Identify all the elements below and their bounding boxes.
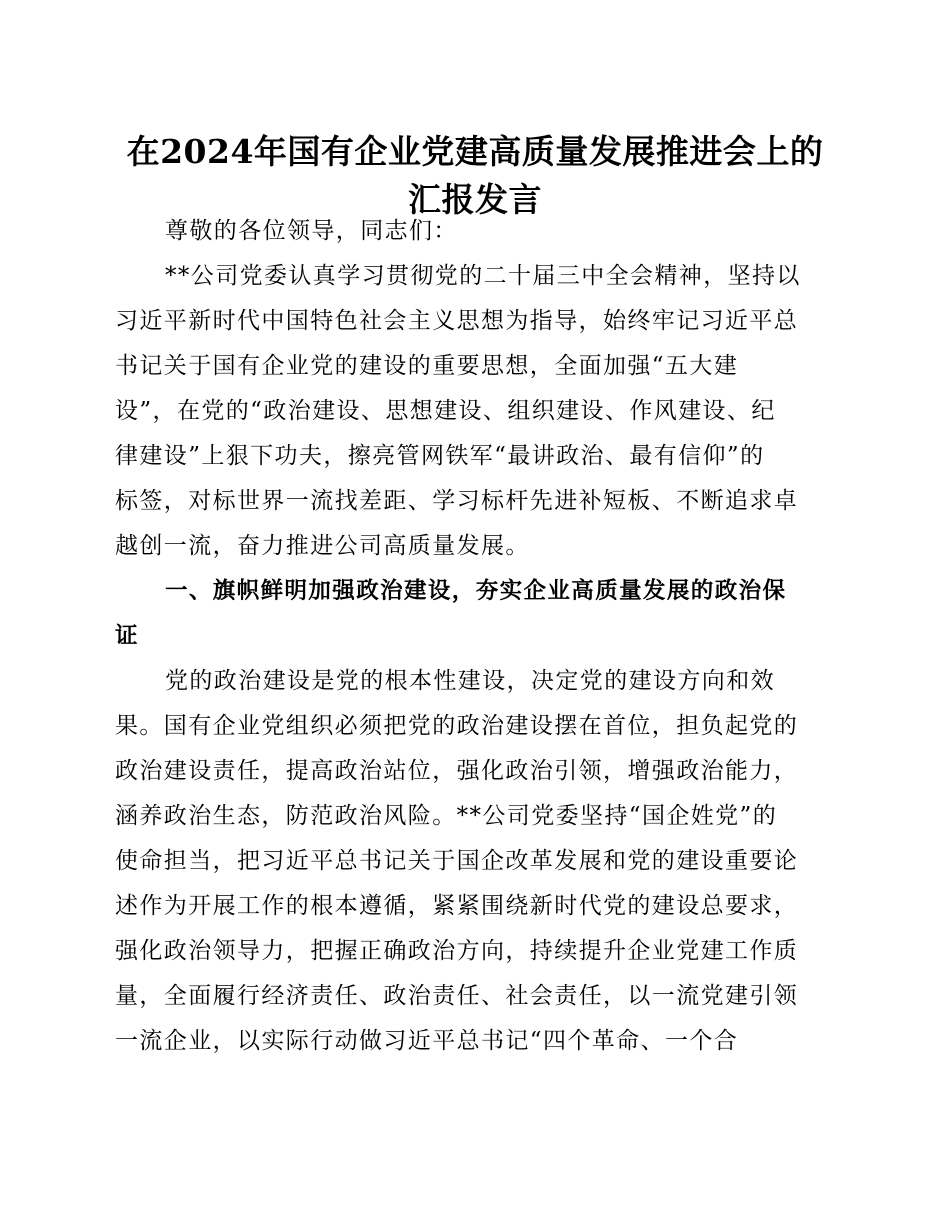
paragraph-line: 果。国有企业党组织必须把党的政治建设摆在首位，担负起党的 [115, 713, 799, 739]
paragraph-line: 涵养政治生态，防范政治风险。**公司党委坚持“国企姓党”的 [115, 803, 778, 829]
document-body [115, 209, 815, 1064]
section-heading-line: 一、旗帜鲜明加强政治建设，夯实企业高质量发展的政治保 [165, 578, 787, 604]
intro-paragraph [115, 254, 815, 569]
paragraph-line: 习近平新时代中国特色社会主义思想为指导，始终牢记习近平总 [115, 308, 799, 334]
title-line-1: 在2024年国有企业党建高质量发展推进会上的 [126, 132, 824, 171]
paragraph-line: 使命担当，把习近平总书记关于国企改革发展和党的建设重要论 [115, 848, 799, 874]
section-heading-line: 证 [115, 623, 139, 649]
greeting: 尊敬的各位领导，同志们： [165, 218, 458, 244]
section-1-paragraph [115, 659, 815, 1064]
paragraph-line: 书记关于国有企业党的建设的重要思想，全面加强“五大建 [115, 353, 739, 379]
paragraph-line: 党的政治建设是党的根本性建设，决定党的建设方向和效 [165, 668, 775, 694]
paragraph-line: 越创一流，奋力推进公司高质量发展。 [115, 533, 530, 559]
paragraph-line: 政治建设责任，提高政治站位，强化政治引领，增强政治能力， [115, 758, 799, 784]
title-line-2: 汇报发言 [408, 180, 542, 219]
paragraph-line: 律建设”上狠下功夫，擦亮管网铁军“最讲政治、最有信仰”的 [115, 443, 765, 469]
paragraph-line: 一流企业，以实际行动做习近平总书记“四个革命、一个合 [115, 1028, 739, 1054]
paragraph-line: **公司党委认真学习贯彻党的二十届三中全会精神，坚持以 [165, 263, 801, 289]
paragraph-line: 量，全面履行经济责任、政治责任、社会责任，以一流党建引领 [115, 983, 799, 1009]
paragraph-line: 标签，对标世界一流找差距、学习标杆先进补短板、不断追求卓 [115, 488, 799, 514]
paragraph-line: 设”，在党的“政治建设、思想建设、组织建设、作风建设、纪 [115, 398, 776, 424]
section-1-heading [115, 569, 815, 659]
paragraph-line: 强化政治领导力，把握正确政治方向，持续提升企业党建工作质 [115, 938, 799, 964]
paragraph-line: 述作为开展工作的根本遵循，紧紧围绕新时代党的建设总要求， [115, 893, 799, 919]
